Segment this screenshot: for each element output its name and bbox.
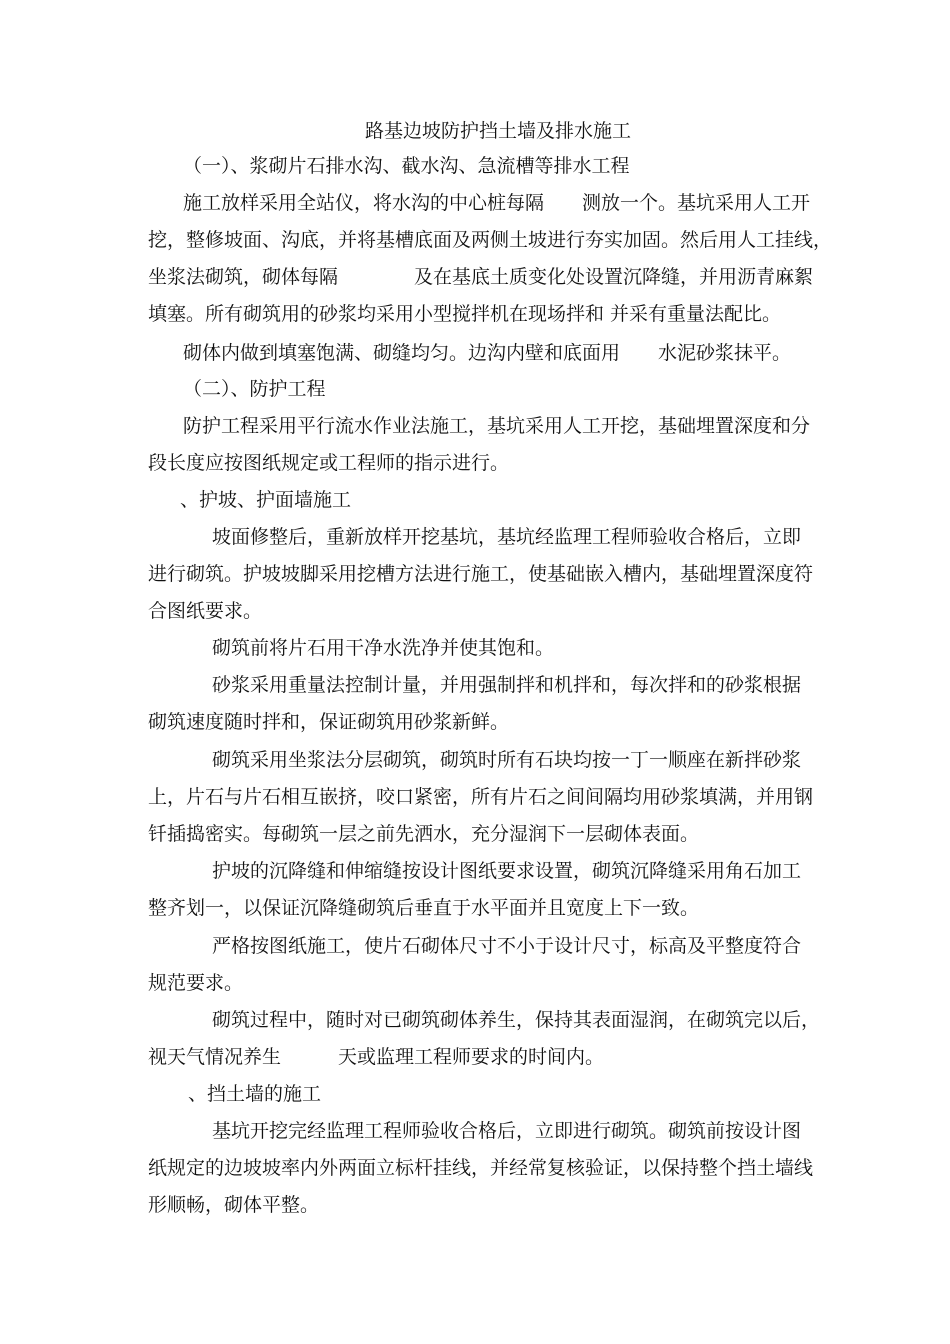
paragraph-line: 段长度应按图纸规定或工程师的指示进行。 — [148, 452, 510, 474]
subsection-heading-retaining-wall: 、挡土墙的施工 — [188, 1083, 322, 1105]
paragraph-line: 上，片石与片石相互嵌挤，咬口紧密，所有片石之间间隔均用砂浆填满，并用钢 — [148, 786, 814, 808]
section-heading-protection: （二）、防护工程 — [183, 378, 326, 400]
paragraph-line: 纸规定的边坡坡率内外两面立标杆挂线，并经常复核验证，以保持整个挡土墙线 — [148, 1157, 814, 1179]
document-title: 路基边坡防护挡土墙及排水施工 — [365, 120, 632, 142]
paragraph-line: 严格按图纸施工，使片石砌体尺寸不小于设计尺寸，标高及平整度符合 — [212, 935, 802, 957]
paragraph-line: 护坡的沉降缝和伸缩缝按设计图纸要求设置，砌筑沉降缝采用角石加工 — [212, 860, 802, 882]
paragraph-line: 坡面修整后，重新放样开挖基坑，基坑经监理工程师验收合格后，立即 — [212, 526, 802, 548]
paragraph-line: 砌筑过程中，随时对已砌筑砌体养生，保持其表面湿润，在砌筑完以后， — [212, 1009, 821, 1031]
paragraph-line: 整齐划一，以保证沉降缝砌筑后垂直于水平面并且宽度上下一致。 — [148, 897, 700, 919]
paragraph-line: 砌筑采用坐浆法分层砌筑，砌筑时所有石块均按一丁一顺座在新拌砂浆 — [212, 749, 802, 771]
paragraph-line: 合图纸要求。 — [148, 600, 263, 622]
paragraph-line: 砂浆采用重量法控制计量，并用强制拌和机拌和，每次拌和的砂浆根据 — [212, 674, 802, 696]
paragraph-line: 基坑开挖完经监理工程师验收合格后，立即进行砌筑。砌筑前按设计图 — [212, 1120, 802, 1142]
paragraph-line: 钎插捣密实。每砌筑一层之前先洒水，充分湿润下一层砌体表面。 — [148, 823, 700, 845]
paragraph-line: 规范要求。 — [148, 972, 244, 994]
paragraph-line: 视天气情况养生 天或监理工程师要求的时间内。 — [148, 1046, 605, 1068]
paragraph-line: 进行砌筑。护坡坡脚采用挖槽方法进行施工，使基础嵌入槽内，基础埋置深度符 — [148, 563, 814, 585]
paragraph-line: 坐浆法砌筑，砌体每隔 及在基底土质变化处设置沉降缝，并用沥青麻絮 — [148, 266, 814, 288]
paragraph-line: 防护工程采用平行流水作业法施工，基坑采用人工开挖，基础埋置深度和分 — [183, 415, 811, 437]
subsection-heading-slope: 、护坡、护面墙施工 — [180, 489, 352, 511]
paragraph-line: 填塞。所有砌筑用的砂浆均采用小型搅拌机在现场拌和 并采有重量法配比。 — [148, 303, 782, 325]
paragraph-line: 施工放样采用全站仪，将水沟的中心桩每隔 测放一个。基坑采用人工开 — [183, 192, 811, 214]
paragraph-line: 挖，整修坡面、沟底，并将基槽底面及两侧土坡进行夯实加固。然后用人工挂线， — [148, 229, 833, 251]
paragraph-line: 砌体内做到填塞饱满、砌缝均匀。边沟内壁和底面用 水泥砂浆抹平。 — [183, 342, 792, 364]
paragraph-line: 砌筑速度随时拌和，保证砌筑用砂浆新鲜。 — [148, 711, 510, 733]
paragraph-line: 形顺畅，砌体平整。 — [148, 1194, 320, 1216]
section-heading-drainage: （一）、浆砌片石排水沟、截水沟、急流槽等排水工程 — [183, 155, 630, 177]
paragraph-line: 砌筑前将片石用干净水洗净并使其饱和。 — [212, 637, 555, 659]
